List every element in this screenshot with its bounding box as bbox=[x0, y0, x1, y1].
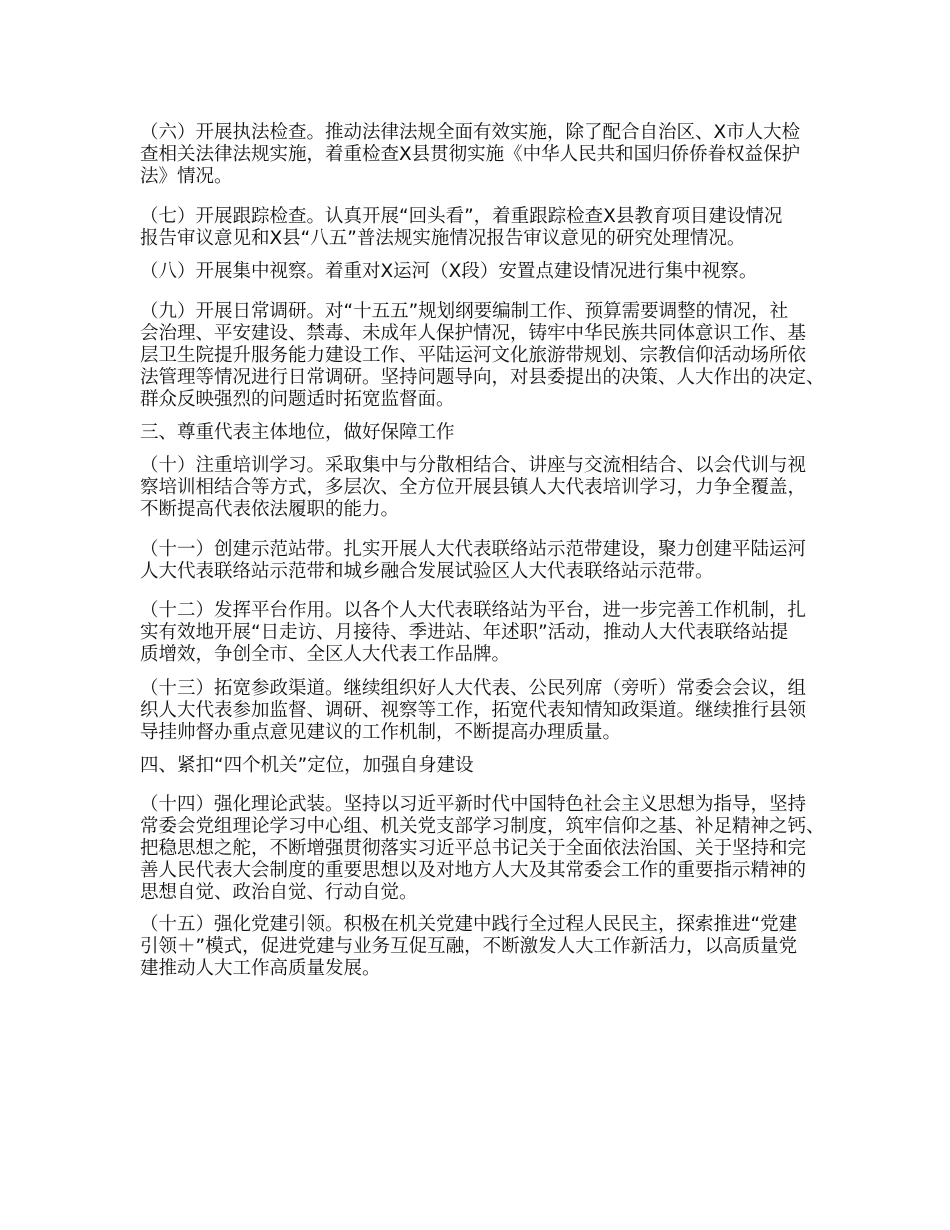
text-line: （十二）发挥平台作用。以各个人大代表联络站为平台，进一步完善工作机制，扎 bbox=[140, 600, 807, 621]
text-line: 建推动人大工作高质量发展。 bbox=[140, 958, 381, 979]
text-line: （六）开展执法检查。推动法律法规全面有效实施，除了配合自治区、X市人大检 bbox=[140, 122, 801, 143]
text-line: 法管理等情况进行日常调研。坚持问题导向，对县委提出的决策、人大作出的决定、 bbox=[140, 367, 825, 388]
text-line: 把稳思想之舵，不断增强贯彻落实习近平总书记关于全面依法治国、关于坚持和完 bbox=[140, 838, 807, 859]
text-line: 思想自觉、政治自觉、行动自觉。 bbox=[140, 882, 418, 903]
text-line: （十一）创建示范站带。扎实开展人大代表联络站示范带建设，聚力创建平陆运河 bbox=[140, 539, 807, 560]
text-line: 法》情况。 bbox=[140, 166, 233, 187]
text-line: 查相关法律法规实施，着重检查X县贯彻实施《中华人民共和国归侨侨眷权益保护 bbox=[140, 144, 801, 165]
paragraph bbox=[140, 455, 840, 521]
text-line: 引领＋”模式，促进党建与业务互促互融，不断激发人大工作新活力，以高质量党 bbox=[140, 936, 798, 957]
paragraph bbox=[140, 122, 840, 188]
paragraph bbox=[140, 539, 840, 583]
text-line: 会治理、平安建设、禁毒、未成年人保护情况，铸牢中华民族共同体意识工作、基 bbox=[140, 323, 807, 344]
text-line: （十）注重培训学习。采取集中与分散相结合、讲座与交流相结合、以会代训与视 bbox=[140, 455, 807, 476]
text-line: 群众反映强烈的问题适时拓宽监督面。 bbox=[140, 389, 455, 410]
text-line: （十三）拓宽参政渠道。继续组织好人大代表、公民列席（旁听）常委会会议，组 bbox=[140, 678, 807, 699]
paragraph bbox=[140, 600, 840, 666]
text-line: 导挂帅督办重点意见建议的工作机制，不断提高办理质量。 bbox=[140, 722, 622, 743]
text-line: （七）开展跟踪检查。认真开展“回头看”，着重跟踪检查X县教育项目建设情况 bbox=[140, 206, 783, 227]
text-line: 不断提高代表依法履职的能力。 bbox=[140, 499, 400, 520]
text-line: 实有效地开展“日走访、月接待、季进站、年述职”活动，推动人大代表联络站提 bbox=[140, 622, 789, 643]
paragraph bbox=[140, 794, 840, 904]
text-line: 察培训相结合等方式，多层次、全方位开展县镇人大代表培训学习，力争全覆盖， bbox=[140, 477, 807, 498]
paragraph bbox=[140, 301, 840, 411]
paragraph bbox=[140, 206, 840, 250]
text-line: （八）开展集中视察。着重对X运河（X段）安置点建设情况进行集中视察。 bbox=[140, 261, 758, 282]
text-line: （九）开展日常调研。对“十五五”规划纲要编制工作、预算需要调整的情况，社 bbox=[140, 301, 789, 322]
text-line: 层卫生院提升服务能力建设工作、平陆运河文化旅游带规划、宗教信仰活动场所依 bbox=[140, 345, 807, 366]
text-line: 善人民代表大会制度的重要思想以及对地方人大及其常委会工作的重要指示精神的 bbox=[140, 860, 807, 881]
text-line: 人大代表联络站示范带和城乡融合发展试验区人大代表联络站示范带。 bbox=[140, 561, 714, 582]
text-line: （十五）强化党建引领。积极在机关党建中践行全过程人民民主，探索推进“党建 bbox=[140, 914, 798, 935]
text-line: 报告审议意见和X县“八五”普法规实施情况报告审议意见的研究处理情况。 bbox=[140, 228, 746, 249]
section-heading bbox=[140, 422, 840, 444]
text-line: 常委会党组理论学习中心组、机关党支部学习制度，筑牢信仰之基、补足精神之钙、 bbox=[140, 816, 825, 837]
text-line: （十四）强化理论武装。坚持以习近平新时代中国特色社会主义思想为指导，坚持 bbox=[140, 794, 807, 815]
text-line: 三、尊重代表主体地位，做好保障工作 bbox=[140, 422, 455, 443]
paragraph bbox=[140, 914, 840, 980]
section-heading bbox=[140, 755, 840, 777]
paragraph bbox=[140, 678, 840, 744]
text-line: 织人大代表参加监督、调研、视察等工作，拓宽代表知情知政渠道。继续推行县领 bbox=[140, 700, 807, 721]
text-line: 质增效，争创全市、全区人大代表工作品牌。 bbox=[140, 644, 511, 665]
paragraph bbox=[140, 261, 840, 283]
text-line: 四、紧扣“四个机关”定位，加强自身建设 bbox=[140, 755, 474, 776]
